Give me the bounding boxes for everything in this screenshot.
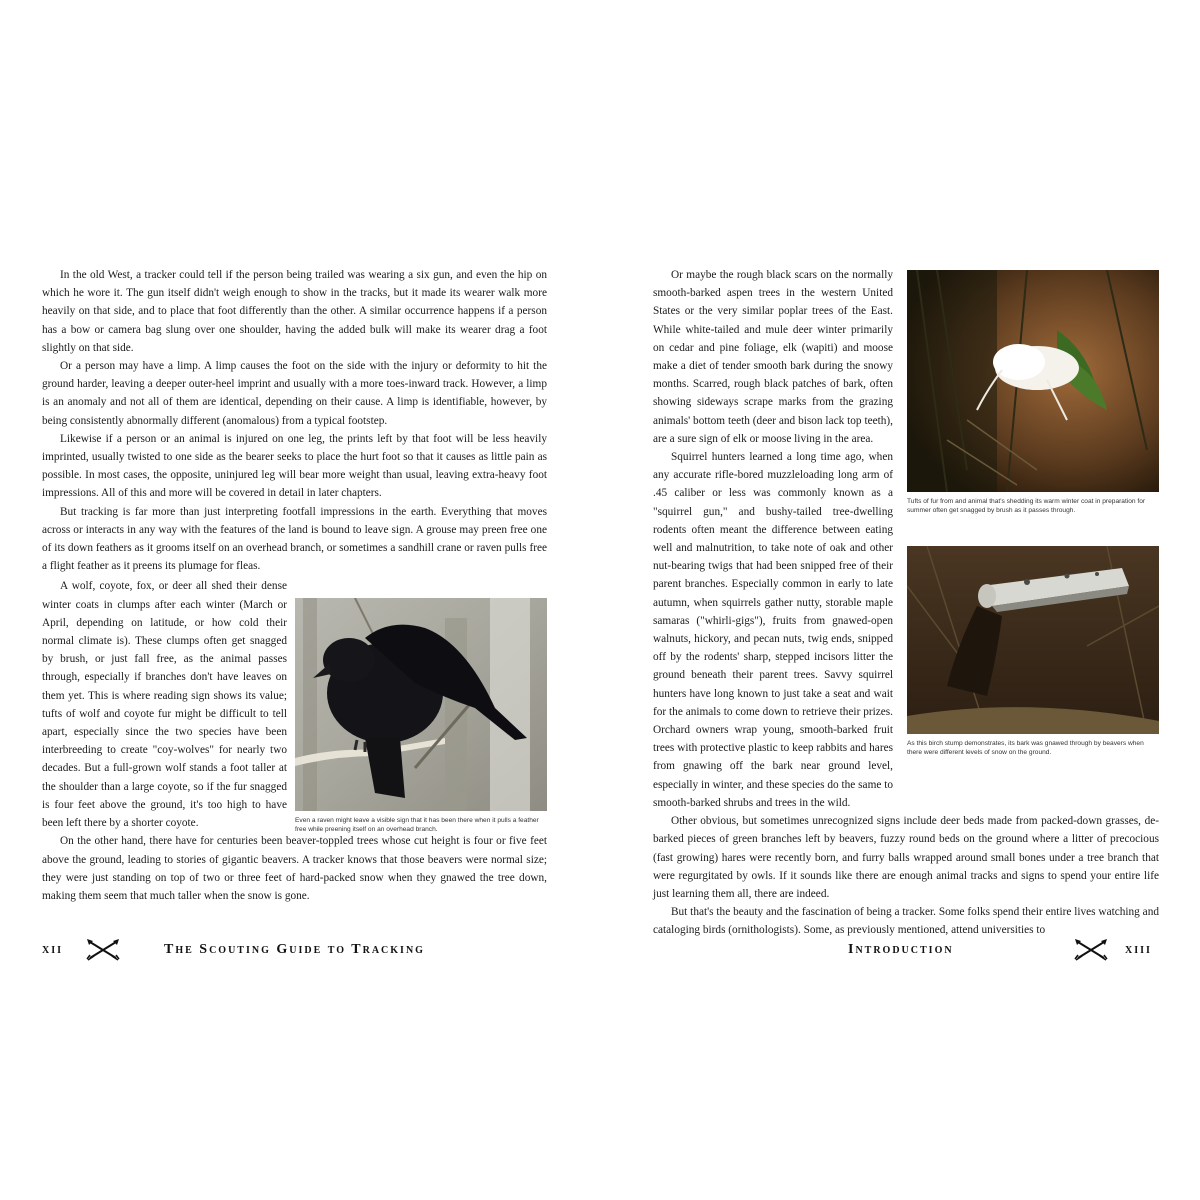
- left-body-bottom: [42, 832, 547, 905]
- paragraph: Or maybe the rough black scars on the normally smooth-barked aspen trees in the western United States or the very similar poplar trees of the East. While white-tailed and mule deer winter primarily on cedar and pine foliage, elk (wapiti) and moose make a diet of tender smooth bark during the snowy months. Scarred, rough black patches of bark, often showing sideways scrape marks from the grazing animals' bottom teeth (deer and bison lack top teeth), are a sure sign of elk or moose living in the area.: [653, 269, 893, 445]
- raven-photo: [295, 598, 547, 811]
- left-body-top: [42, 266, 547, 575]
- left-body-wrap: [42, 577, 287, 832]
- paragraph: But that's the beauty and the fascination of being a tracker. Some folks spend their entire lives watching and cataloging birds (ornithologists). Some, as previously mentioned, attend universities to: [653, 906, 1159, 937]
- running-title-right: Introduction: [848, 942, 954, 957]
- raven-figure: [295, 598, 547, 834]
- paragraph: Likewise if a person or an animal is injured on one leg, the prints left by that foot will be less heavily imprinted, usually twisted to one side as the bearer seeks to place the hurt foot so that it causes as little pain as possible. In most cases, the opposite, uninjured leg will bear more weight than usual, leaving extra-heavy foot impressions. All of this and more will be covered in detail in later chapters.: [42, 432, 547, 500]
- fur-caption: Tufts of fur from and animal that's shedding its warm winter coat in preparation for summer often get snagged by brush as it passes through.: [907, 498, 1146, 514]
- fur-image: [907, 270, 1159, 492]
- right-body-wrap: [653, 266, 893, 812]
- stump-image: [907, 546, 1159, 734]
- stump-caption: As this birch stump demonstrates, its bark was gnawed through by beavers when there were different levels of snow on the ground.: [907, 740, 1144, 756]
- raven-image: [295, 598, 547, 811]
- paragraph: But tracking is far more than just interpreting footfall impressions in the earth. Everything that moves across or interacts in any way with the features of the land is bound to leave sign. A grouse may preen free one of its down feathers as it grooms itself on an overhead branch, or sometimes a sandhill crane or raven pulls free a flight feather as it preens its plumage for fleas.: [42, 505, 547, 573]
- fur-figure: [907, 270, 1159, 515]
- right-body-full: [653, 812, 1159, 939]
- right-footer: [653, 938, 1159, 964]
- crossed-arrows-icon: [1074, 938, 1108, 962]
- folio-right: xiii: [1125, 942, 1152, 957]
- paragraph: In the old West, a tracker could tell if the person being trailed was wearing a six gun, and even the hip on which he wore it. The gun itself didn't weigh enough to show in the tracks, but it made its wearer walk more heavily on that side, and to place that foot differently than the other. A similar occurrence happens if a person has a bow or camera bag slung over one shoulder, having the added bulk will make its wearer drag a foot slightly on that side.: [42, 269, 547, 354]
- fur-photo: [907, 270, 1159, 492]
- stump-photo: [907, 546, 1159, 734]
- paragraph: Other obvious, but sometimes unrecognized signs include deer beds made from packed-down grasses, de-barked pieces of green branches left by beavers, fuzzy round beds on the ground where a litter of precocious (fast growing) hares were recently born, and furry balls wrapped around small bones under a tree branch that were regurgitated by owls. If it sounds like there are enough animal tracks and signs to spend your entire life just learning them all, there are indeed.: [653, 815, 1159, 900]
- paragraph: Squirrel hunters learned a long time ago, when any accurate rifle-bored muzzleloading long arm of .45 caliber or less was commonly known as a "squirrel gun," and bushy-tailed tree-dwelling rodents often meant the difference between eating well and malnutrition, to take note of oak and other nut-bearing twigs that had been snipped free of their parent branches. Especially common in early to late autumn, when squirrels gather nutty, storable maple samaras ("whirli-gigs"), fruits from gnawed-open walnuts, hickory, and pecan nuts, twig ends, snipped off by the rodents' sharp, stepped incisors litter the ground beneath their parent trees. Savvy squirrel hunters have long known to just take a seat and wait for the animals to come down to retrieve their prizes. Orchard owners wrap young, smooth-barked fruit trees with protective plastic to keep rabbits and hares from gnawing off the bark near ground level, especially in winter, and these species do the same to smooth-barked shrubs and trees in the wild.: [653, 451, 893, 809]
- paragraph: On the other hand, there have for centuries been beaver-toppled trees whose cut height is four or five feet above the ground, leading to stories of gigantic beavers. A tracker knows that those beavers were normal size; they were just standing on top of two or three feet of hard-packed snow when they gnawed the tree down, making them seem that much taller when the snow is gone.: [42, 835, 547, 902]
- folio-left: xii: [42, 942, 64, 957]
- left-footer: [42, 938, 547, 964]
- stump-figure: [907, 546, 1159, 757]
- paragraph: A wolf, coyote, fox, or deer all shed their dense winter coats in clumps after each winter (March or April, depending on latitude, or how cold their normal climate is). These clumps often get snagged by brush, or just fall free, as the animal passes through, especially if branches don't have leaves on them yet. This is where reading sign shows its value; tufts of wolf and coyote fur might be difficult to tell apart, especially since the two species have been interbreeding to create "coy-wolves" for nearly two decades. But a full-grown wolf stands a foot taller at the shoulder than a large coyote, so if the fur snagged is four feet above the ground, it's too high to have been left there by a shorter coyote.: [42, 580, 287, 830]
- paragraph: Or a person may have a limp. A limp causes the foot on the side with the injury or deformity to hit the ground harder, leaving a deeper outer-heel imprint and usually with a more toes-inward track. However, a limp is an anomaly and not all of them are identical, depending on their cause. A limp is identifiable, however, by being consistently abnormally different (anomalous) from a typical footstep.: [42, 360, 547, 427]
- raven-caption: Even a raven might leave a visible sign that it has been there when it pulls a feather free while preening itself on an overhead branch.: [295, 817, 539, 833]
- running-title-left: The Scouting Guide to Tracking: [164, 942, 425, 957]
- crossed-arrows-icon: [86, 938, 120, 962]
